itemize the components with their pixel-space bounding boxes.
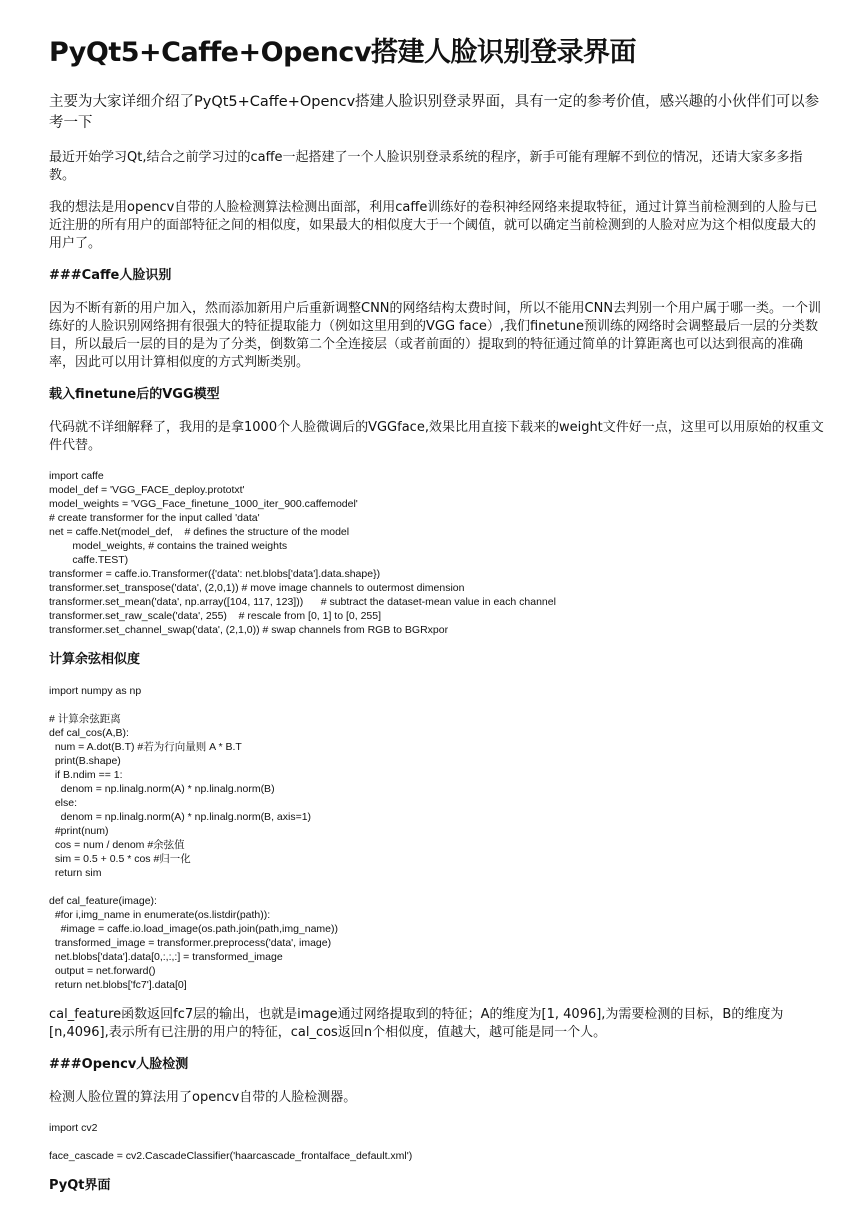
cosine-code: import numpy as np # 计算余弦距离 def cal_cos(A,B): num = A.dot(B.T) #若为行向量则 A * B.T print(B.shape) if B.ndim == 1: denom = np.linalg.norm(A) * np.linalg.norm(B) else: denom = np.linalg.norm(A) * np.linalg.norm(B, axis=1) #print(num) cos = num / denom #余弦值 sim = 0.5 + 0.5 * cos #归一化 return sim def cal_feature(image): #for i,img_name in enumerate(os.listdir(path)): #image = caffe.io.load_image(os.path.join(path,img_name)) transformed_image = transformer.preprocess('data', image) net.blobs['data'].data[0,:,:,:] = transformed_image output = net.forward() return net.blobs['fc7'].data[0]	[49, 685, 339, 991]
opencv-heading: ###Opencv人脸检测	[49, 1057, 189, 1072]
vgg-heading: 载入finetune后的VGG模型	[49, 387, 220, 402]
document-page	[49, 34, 824, 1210]
opencv-code: import cv2 face_cascade = cv2.CascadeClassifier('haarcascade_frontalface_default.xml')	[49, 1122, 413, 1162]
caffe-description: 因为不断有新的用户加入，然而添加新用户后重新调整CNN的网络结构太费时间，所以不能用CNN去判别一个用户属于哪一类。一个训练好的人脸识别网络拥有很强大的特征提取能力（例如这里用到的VGG face）,我们finetune预训练的网络时会调整最后一层的分类数目，所以最后一层的目的是为了分类，倒数第二个全连接层（或者前面的）提取到的特征通过简单的计算距离也可以达到很高的准确率，因此可以用计算相似度的方式判断类别。	[49, 301, 822, 370]
pyqt-heading: PyQt界面	[49, 1178, 111, 1193]
vgg-description: 代码就不详细解释了，我用的是拿1000个人脸微调后的VGGface,效果比用直接下载来的weight文件好一点，这里可以用原始的权重文件代替。	[49, 420, 824, 453]
idea-paragraph: 我的想法是用opencv自带的人脸检测算法检测出面部，利用caffe训练好的卷积神经网络来提取特征，通过计算当前检测到的人脸与已近注册的所有用户的面部特征之间的相似度，如果最大的相似度大于一个阈值，就可以确定当前检测到的人脸对应为这个相似度最大的用户了。	[49, 200, 818, 251]
cal-feature-description: cal_feature函数返回fc7层的输出，也就是image通过网络提取到的特征；A的维度为[1, 4096],为需要检测的目标，B的维度为[n,4096],表示所有已注册的用户的特征，cal_cos返回n个相似度，值越大，越可能是同一个人。	[49, 1007, 784, 1040]
vgg-load-code: import caffe model_def = 'VGG_FACE_deploy.prototxt' model_weights = 'VGG_Face_finetune_1000_iter_900.caffemodel' # create transformer for the input called 'data' net = caffe.Net(model_def, # defines the structure of the model model_weights, # contains the trained weights caffe.TEST) transformer = caffe.io.Transformer({'data': net.blobs['data'].data.shape}) transformer.set_transpose('data', (2,0,1)) # move image channels to outermost dimension transformer.set_mean('data', np.array([104, 117, 123])) # subtract the dataset-mean value in each channel transformer.set_raw_scale('data', 255) # rescale from [0, 1] to [0, 255] transformer.set_channel_swap('data', (2,1,0)) # swap channels from RGB to BGRxpor	[49, 470, 556, 636]
cosine-heading: 计算余弦相似度	[49, 652, 141, 667]
intro-paragraph: 最近开始学习Qt,结合之前学习过的caffe一起搭建了一个人脸识别登录系统的程序，新手可能有理解不到位的情况，还请大家多多指教。	[49, 150, 803, 183]
page-title: PyQt5+Caffe+Opencv搭建人脸识别登录界面	[49, 37, 637, 68]
lead-summary: 主要为大家详细介绍了PyQt5+Caffe+Opencv搭建人脸识别登录界面，具有一定的参考价值，感兴趣的小伙伴们可以参考一下	[49, 94, 820, 131]
opencv-description: 检测人脸位置的算法用了opencv自带的人脸检测器。	[49, 1090, 357, 1105]
caffe-heading: ###Caffe人脸识别	[49, 268, 172, 283]
